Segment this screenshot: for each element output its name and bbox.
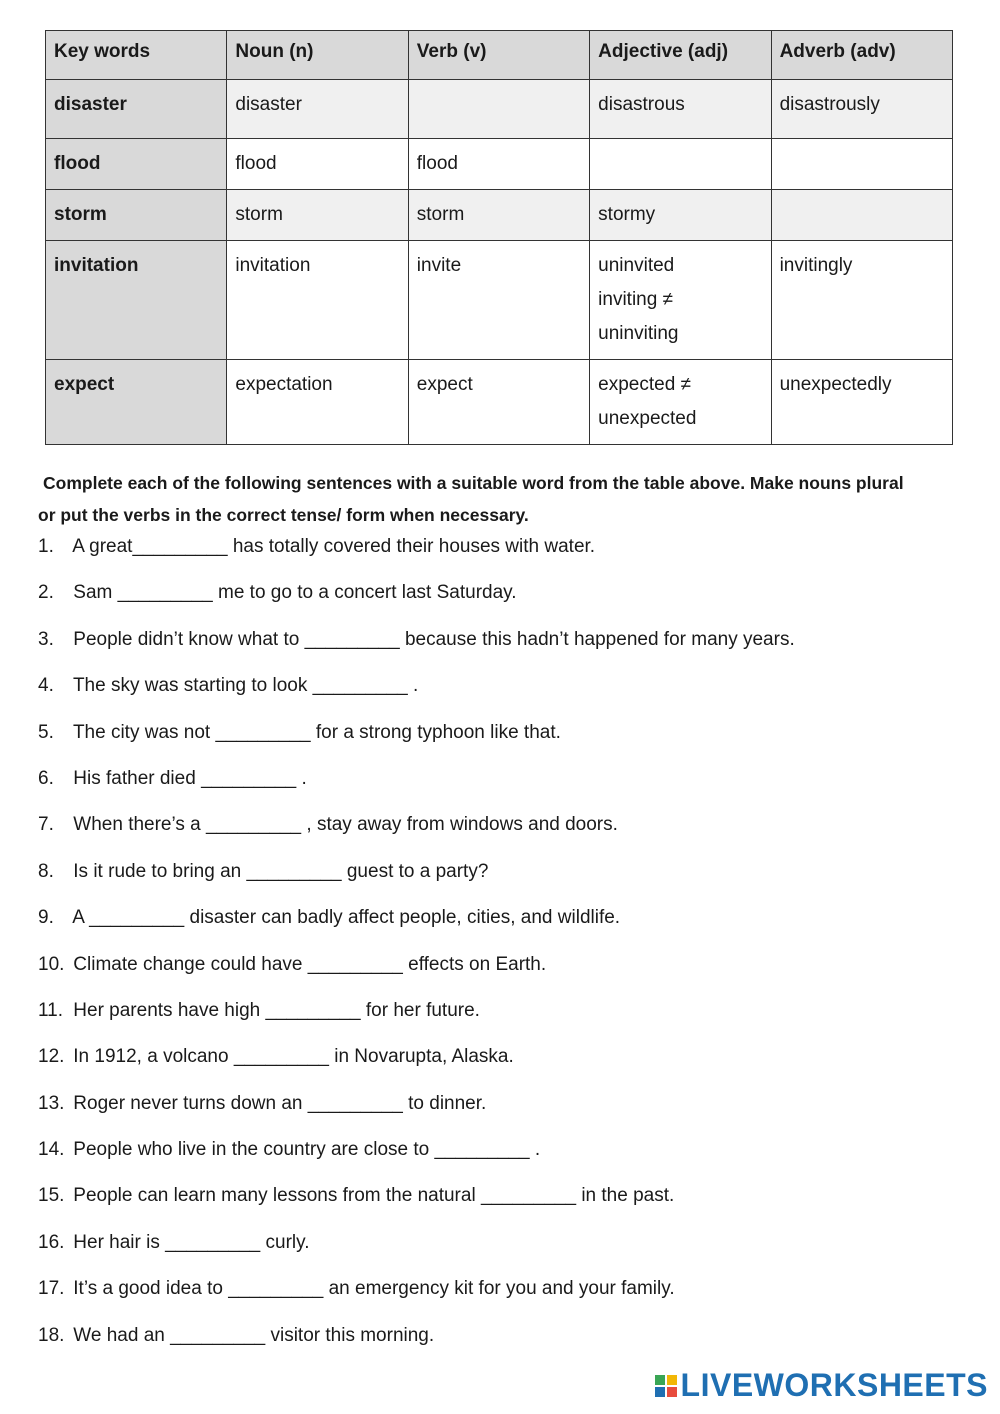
adjective-cell bbox=[590, 80, 771, 139]
adjective-cell bbox=[590, 190, 771, 241]
question-item bbox=[38, 949, 968, 995]
question-text[interactable]: His father died _________ . bbox=[73, 767, 307, 789]
question-text[interactable]: The city was not _________ for a strong typhoon like that. bbox=[72, 721, 561, 743]
question-item bbox=[38, 763, 968, 809]
question-number: 9. bbox=[38, 907, 54, 929]
question-text[interactable]: The sky was starting to look _________ . bbox=[72, 675, 419, 697]
question-number: 3. bbox=[38, 628, 54, 650]
question-item bbox=[38, 624, 968, 670]
verb-cell: invite bbox=[408, 241, 589, 360]
question-number: 13. bbox=[38, 1092, 65, 1114]
question-number: 11. bbox=[38, 999, 64, 1021]
question-number: 10. bbox=[38, 953, 65, 975]
adverb-cell bbox=[771, 139, 952, 190]
noun-cell: flood bbox=[227, 139, 408, 190]
question-text[interactable]: Roger never turns down an _________ to dinner. bbox=[73, 1092, 487, 1114]
question-item bbox=[38, 995, 968, 1041]
column-header-noun: Noun (n) bbox=[227, 31, 408, 80]
adjective-form: inviting ≠ bbox=[598, 289, 674, 310]
question-item bbox=[38, 1180, 968, 1226]
liveworksheets-logo[interactable] bbox=[655, 1367, 988, 1404]
question-text[interactable]: Her hair is _________ curly. bbox=[73, 1231, 310, 1253]
question-item bbox=[38, 1320, 968, 1366]
key-word-cell: expect bbox=[46, 360, 227, 445]
question-text[interactable]: A _________ disaster can badly affect people, cities, and wildlife. bbox=[72, 907, 621, 929]
question-number: 5. bbox=[38, 721, 54, 743]
question-text[interactable]: We had an _________ visitor this morning. bbox=[73, 1324, 435, 1346]
adjective-form: uninviting bbox=[598, 323, 679, 344]
noun-cell: expectation bbox=[227, 360, 408, 445]
column-header-adjective: Adjective (adj) bbox=[590, 31, 771, 80]
question-item bbox=[38, 1273, 968, 1319]
vocabulary-table bbox=[45, 30, 953, 445]
table-row bbox=[46, 139, 953, 190]
question-text[interactable]: Sam _________ me to go to a concert last Saturday. bbox=[73, 582, 517, 604]
column-header-adverb: Adverb (adv) bbox=[771, 31, 952, 80]
adjective-cell bbox=[590, 360, 771, 445]
question-number: 1. bbox=[38, 536, 54, 557]
column-header-key-words: Key words bbox=[46, 31, 227, 80]
liveworksheets-logo-icon bbox=[655, 1375, 677, 1397]
question-text[interactable]: Climate change could have _________ effects on Earth. bbox=[73, 953, 547, 975]
table-row bbox=[46, 190, 953, 241]
verb-cell: expect bbox=[408, 360, 589, 445]
column-header-verb: Verb (v) bbox=[408, 31, 589, 80]
adjective-form: disastrous bbox=[598, 94, 685, 115]
question-number: 6. bbox=[38, 767, 54, 789]
key-word-cell: storm bbox=[46, 190, 227, 241]
question-text[interactable]: A great_________ has totally covered their houses with water. bbox=[72, 536, 596, 557]
adjective-form: stormy bbox=[598, 204, 656, 225]
table-row bbox=[46, 360, 953, 445]
noun-cell: storm bbox=[227, 190, 408, 241]
table-row bbox=[46, 241, 953, 360]
table-header-row bbox=[46, 31, 953, 80]
question-number: 17. bbox=[38, 1278, 65, 1300]
question-number: 15. bbox=[38, 1185, 65, 1207]
verb-cell: flood bbox=[408, 139, 589, 190]
question-number: 2. bbox=[38, 582, 54, 604]
adverb-cell: unexpectedly bbox=[771, 360, 952, 445]
table-row bbox=[46, 80, 953, 139]
adverb-cell: disastrously bbox=[771, 80, 952, 139]
key-word-cell: disaster bbox=[46, 80, 227, 139]
instructions-line: Complete each of the following sentences with a suitable word from the table above. Make nouns plural bbox=[43, 473, 904, 493]
verb-cell bbox=[408, 80, 589, 139]
adjective-cell bbox=[590, 139, 771, 190]
question-item bbox=[38, 1041, 968, 1087]
noun-cell: invitation bbox=[227, 241, 408, 360]
key-word-cell: flood bbox=[46, 139, 227, 190]
question-item bbox=[38, 856, 968, 902]
question-text[interactable]: People who live in the country are close to _________ . bbox=[73, 1139, 541, 1161]
noun-cell: disaster bbox=[227, 80, 408, 139]
question-item bbox=[38, 531, 968, 577]
question-number: 14. bbox=[38, 1139, 65, 1161]
adjective-form: uninvited bbox=[598, 255, 675, 276]
question-item bbox=[38, 670, 968, 716]
question-number: 18. bbox=[38, 1324, 65, 1346]
question-number: 7. bbox=[38, 814, 54, 836]
adjective-cell bbox=[590, 241, 771, 360]
question-number: 12. bbox=[38, 1046, 65, 1068]
question-text[interactable]: In 1912, a volcano _________ in Novarupta, Alaska. bbox=[73, 1046, 514, 1068]
adjective-form: unexpected bbox=[598, 408, 697, 429]
verb-cell: storm bbox=[408, 190, 589, 241]
question-item bbox=[38, 809, 968, 855]
liveworksheets-brand-text: LIVEWORKSHEETS bbox=[680, 1367, 988, 1403]
question-number: 4. bbox=[38, 675, 54, 697]
question-text[interactable]: It’s a good idea to _________ an emergency kit for you and your family. bbox=[73, 1278, 675, 1300]
key-word-cell: invitation bbox=[46, 241, 227, 360]
question-text[interactable]: People can learn many lessons from the natural _________ in the past. bbox=[73, 1185, 675, 1207]
question-item bbox=[38, 1088, 968, 1134]
question-item bbox=[38, 902, 968, 948]
adverb-cell: invitingly bbox=[771, 241, 952, 360]
adverb-cell bbox=[771, 190, 952, 241]
question-text[interactable]: When there’s a _________ , stay away from windows and doors. bbox=[73, 814, 618, 836]
question-item bbox=[38, 1134, 968, 1180]
exercise-instructions bbox=[38, 467, 963, 531]
question-list bbox=[38, 531, 968, 1366]
instructions-line: or put the verbs in the correct tense/ form when necessary. bbox=[38, 505, 529, 525]
question-item bbox=[38, 577, 968, 623]
question-text[interactable]: Her parents have high _________ for her future. bbox=[73, 999, 480, 1021]
question-text[interactable]: People didn’t know what to _________ because this hadn’t happened for many years. bbox=[73, 628, 795, 650]
question-number: 16. bbox=[38, 1231, 65, 1253]
question-item bbox=[38, 717, 968, 763]
question-text[interactable]: Is it rude to bring an _________ guest to a party? bbox=[73, 860, 489, 882]
adjective-form: expected ≠ bbox=[598, 374, 691, 395]
question-item bbox=[38, 1227, 968, 1273]
question-number: 8. bbox=[38, 860, 54, 882]
